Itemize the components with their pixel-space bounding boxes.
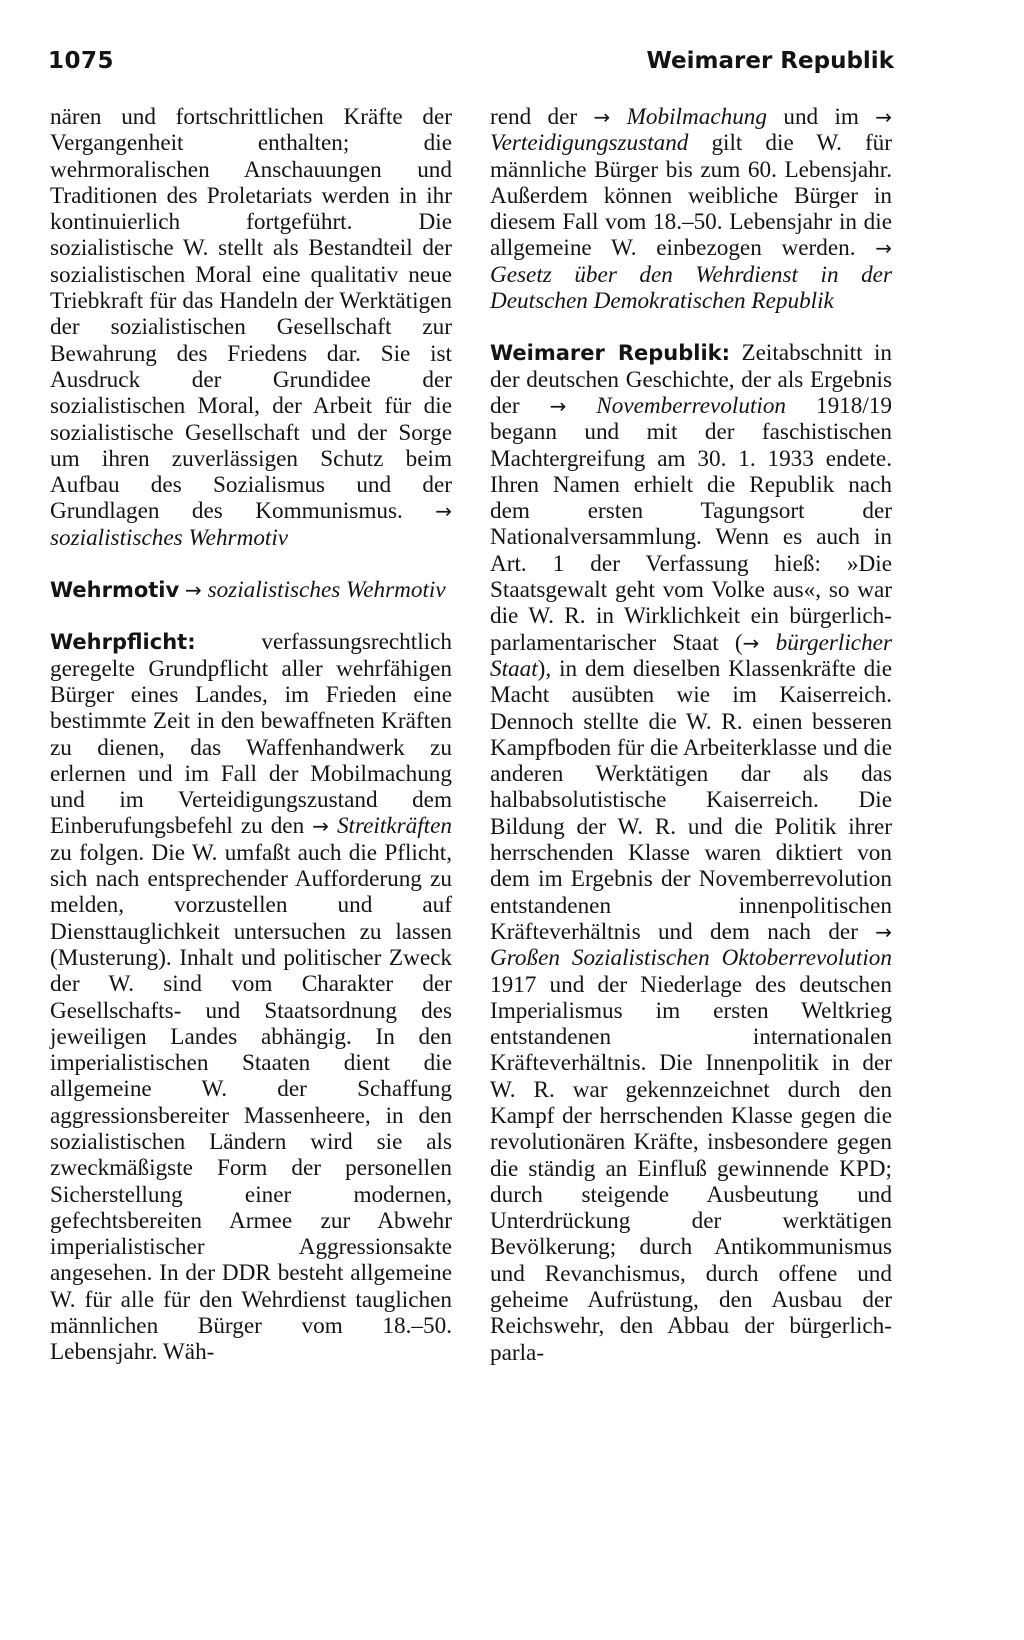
entry-text: gilt die W. für männliche Bürger bis zum 60. Lebensjahr. Außerdem können weibliche Bürger in diesem Fall vom 18.–50. Lebensjahr in die allgemeine W. einbezogen werden. <box>490 130 892 262</box>
cross-reference-arrow-icon: → <box>435 499 452 524</box>
entry-text: zu folgen. Die W. umfaßt auch die Pflicht, sich nach entsprechender Aufforderung zu melden, vorzustellen und auf Diensttauglichkeit untersuchen zu lassen (Musterung). Inhalt und politischer Zweck der W. sind vom Charakter der Gesellschafts- und Staatsordnung des jeweiligen Landes abhängig. In den imperialistischen Staaten dient die allgemeine W. der Schaffung aggressionsbereiter Massenheere, in den sozialistischen Ländern wird sie als zweckmäßigste Form der personellen Sicherstellung einer modernen, gefechtsbereiten Armee zur Abwehr imperialistischer Aggressionsakte angesehen. In der DDR besteht allgemeine W. für alle für den Wehrdienst tauglichen männlichen Bürger vom 18.–50. Lebensjahr. Wäh- <box>50 839 452 1366</box>
cross-reference-arrow-icon: → <box>742 630 760 655</box>
entry-wehrmotiv <box>50 577 452 603</box>
entry-text: und im <box>783 104 859 130</box>
entry-wehrpflicht <box>50 629 452 1365</box>
entry-text: verfassungsrechtlich geregelte Grundpflicht aller wehrfähigen Bürger eines Landes, im Frieden eine bestimmte Zeit in den bewaffneten Kräften zu dienen, das Waffenhandwerk zu erlernen und im Fall der Mobilmachung und im Verteidigungszustand dem Einberufungsbefehl zu den <box>50 629 452 840</box>
left-column <box>50 104 452 1366</box>
cross-reference[interactable]: bürgerlicher Staat <box>490 629 892 682</box>
cross-reference-arrow-icon: → <box>312 814 329 839</box>
cross-reference[interactable]: sozialistisches Wehrmotiv <box>50 524 289 551</box>
cross-reference[interactable]: Novemberrevolution <box>596 392 787 419</box>
entry-text: ), in dem dieselben Klassenkräfte die Macht ausübten wie im Kaiserreich. Dennoch stellte die W. R. einen besseren Kampfboden für die Arbeiterklasse und die anderen Werktätigen dar als das halbabsolutistische Kaiserreich. Die Bildung der W. R. und die Politik ihrer herrschenden Klasse waren diktiert von dem im Ergebnis der Novemberrevolution entstandenen innenpolitischen Kräfteverhältnis und dem nach der <box>490 655 892 945</box>
right-column <box>490 104 892 1366</box>
cross-reference[interactable]: Gesetz über den Wehrdienst in der Deutschen Demokratischen Republik <box>490 261 892 315</box>
entry-headword: Weimarer Republik: <box>490 341 731 366</box>
entry-weimarer-republik <box>490 340 892 1366</box>
entry-text: 1917 und der Niederlage des deutschen Imperialismus im ersten Weltkrieg entstandenen internationalen Kräfteverhältnis. Die Innenpolitik in der W. R. war gekennzeichnet durch den Kampf der herrschenden Klasse gegen die revolutionären Kräfte, insbesondere gegen die ständig an Einfluß gewinnende KPD; durch steigende Ausbeutung und Unterdrückung der werktätigen Bevölkerung; durch Antikommunismus und Revanchismus, durch offene und geheime Aufrüstung, den Ausbau der Reichswehr, den Abbau der bürgerlich-parla- <box>490 971 892 1366</box>
cross-reference[interactable]: sozialistisches Wehrmotiv <box>207 577 446 604</box>
cross-reference-arrow-icon: → <box>875 919 893 944</box>
cross-reference[interactable]: Verteidigungszustand <box>490 130 689 157</box>
cross-reference[interactable]: Streitkräften <box>336 813 452 840</box>
entry-text: Zeitabschnitt in der deutschen Geschichte, der als Ergebnis der <box>490 340 893 419</box>
entry-text: nären und fortschrittlichen Kräfte der Vergangenheit enthalten; die wehrmoralischen Anschauungen und Traditionen des Proletariats werden in ihr kontinuierlich fortgeführt. Die sozialistische W. stellt als Bestandteil der sozialistischen Moral eine qualitativ neue Triebkraft für das Handeln der Werktätigen der sozialistischen Gesellschaft zur Bewahrung des Friedens dar. Sie ist Ausdruck der Grundidee der sozialistischen Moral, der Arbeit für die sozialistische Gesellschaft und der Sorge um ihren zuverlässigen Schutz beim Aufbau des Sozialismus und der Grundlagen des Kommunismus. <box>50 104 452 525</box>
entry-headword: Wehrpflicht: <box>50 630 196 655</box>
cross-reference-arrow-icon: → <box>875 105 893 129</box>
cross-reference-arrow-icon: → <box>875 236 893 261</box>
cross-reference[interactable]: Großen Sozialistischen Oktoberrevolution <box>490 945 892 972</box>
entry-continuation-wehrmoral <box>50 104 452 551</box>
cross-reference-arrow-icon: → <box>549 393 567 418</box>
entry-text: rend der <box>490 104 578 130</box>
entry-headword: Wehrmotiv <box>50 578 180 603</box>
cross-reference[interactable]: Mobilmachung <box>626 104 767 130</box>
running-head: Weimarer Republik <box>646 48 894 74</box>
cross-reference-arrow-icon: → <box>185 578 202 603</box>
cross-reference-arrow-icon: → <box>593 105 611 129</box>
page-number: 1075 <box>48 48 115 74</box>
entry-text: 1918/19 begann und mit der faschistischen Machtergreifung am 30. 1. 1933 endete. Ihren Namen erhielt die Republik nach dem ersten Tagungsort der Nationalversammlung. Wenn es auch in Art. 1 der Verfassung hieß: »Die Staatsgewalt geht vom Volke aus«, so war die W. R. in Wirklichkeit ein bürgerlich-parlamentarischer Staat ( <box>490 392 892 656</box>
entry-continuation-wehrpflicht <box>490 104 892 314</box>
